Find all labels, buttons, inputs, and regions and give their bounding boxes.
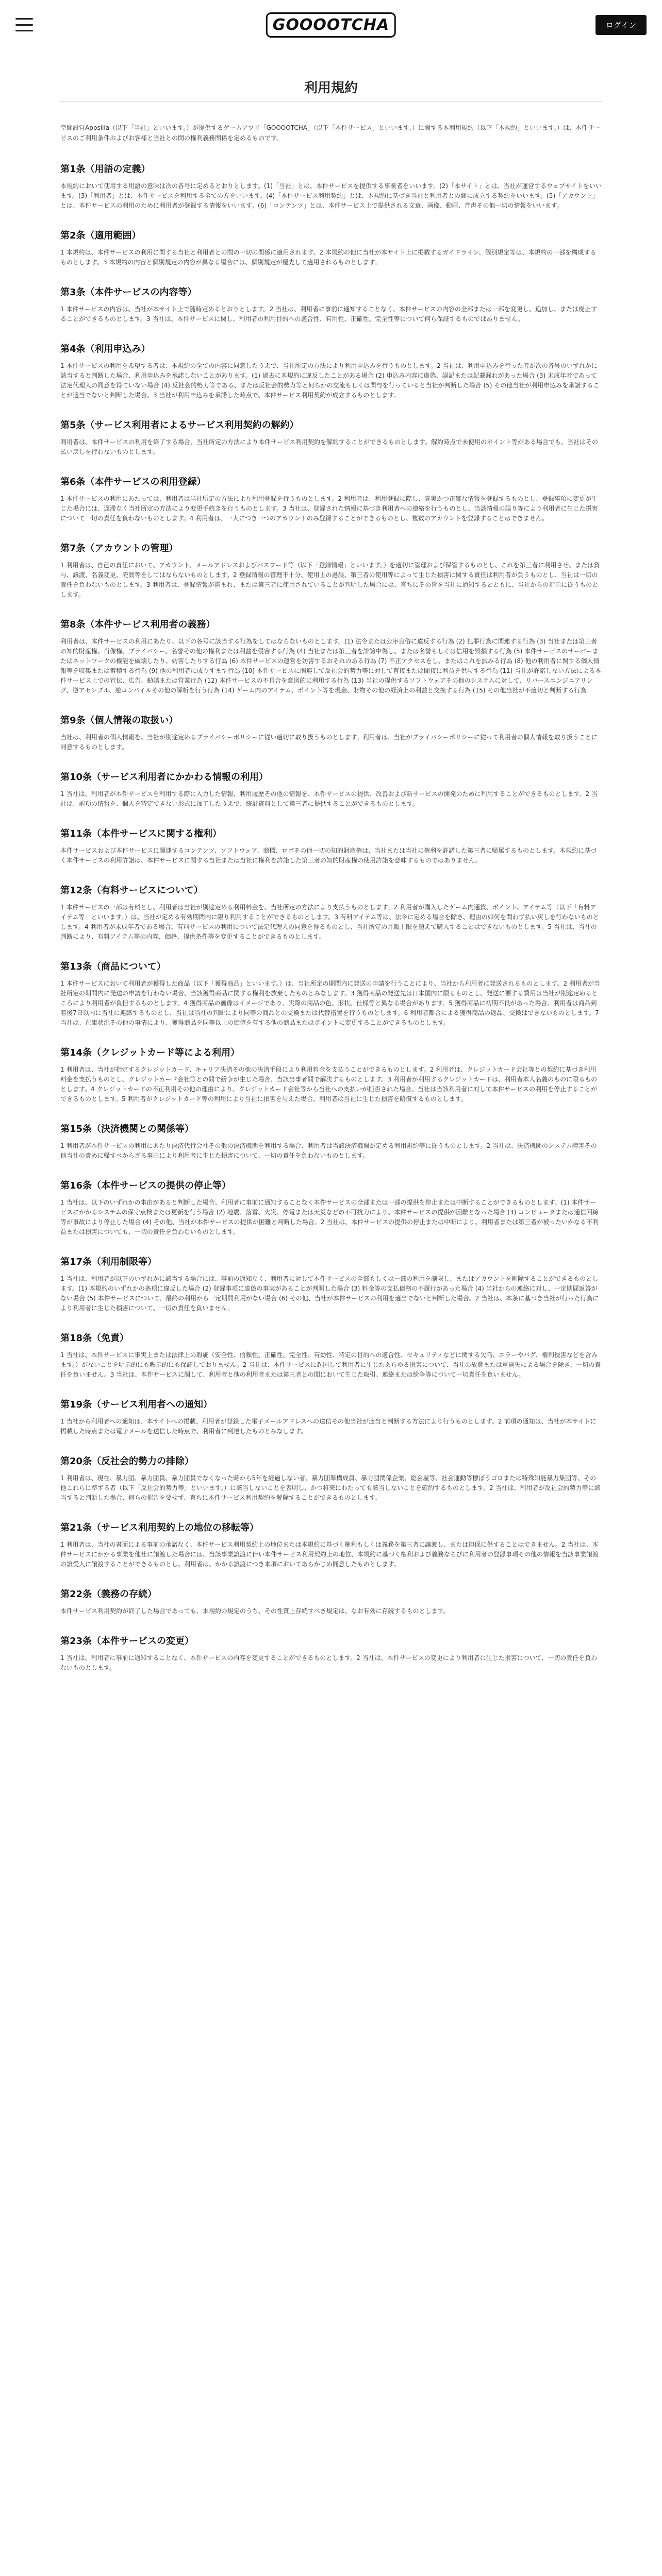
article-14: [60, 1045, 602, 1104]
article-body: 1 本件サービスの利用を希望する者は、本規約の全ての内容に同意したうえで、当社所定の方法により利用申込みを行うものとします。2 当社は、利用申込みを行った者が次の各号のいずれかに該当すると判断した場合、利用申込みを承諾しないことがあります。(1) 過去に本規約に違反したことがある場合 (2) 申込み内容に虚偽、誤記または記載漏れがあった場合 (3) 未成年者であって法定代理人の同意を得ていない場合 (4) 反社会的勢力等である、または反社会的勢力等と何らかの交流もしくは関与を行っていると当社が判断した場合 (5) その他当社が利用申込みを承諾することが適当でないと判断した場合。3 当社が利用申込みを承諾した時点で、本件サービス利用契約が成立するものとします。: [60, 362, 600, 399]
article-20: [60, 1454, 602, 1503]
article-body: 1 当社は、利用者が以下のいずれかに該当する場合には、事前の通知なく、利用者に対して本件サービスの全部もしくは一部の利用を制限し、またはアカウントを削除することができるものとします。(1) 本規約のいずれかの条項に違反した場合 (2) 登録事項に虚偽の事実があることが判明した場合 (3) 料金等の支払債務の不履行があった場合 (4) 当社からの連絡に対し、一定期間返答がない場合 (5) 本件サービスについて、最終の利用から一定期間利用がない場合 (6) その他、当社が本件サービスの利用を適当でないと判断した場合。2 当社は、本条に基づき当社が行った行為により利用者に生じた損害について、一切の責任を負いません。: [60, 1275, 599, 1312]
article-21: [60, 1520, 602, 1569]
title-divider: [60, 101, 602, 102]
article-17: [60, 1255, 602, 1313]
article-body: 1 当社は、利用者に事前に通知することなく、本件サービスの内容を変更することができるものとします。2 当社は、本件サービスの変更により利用者に生じた損害について、一切の責任を負わないものとします。: [60, 1654, 598, 1671]
article-title: 第16条（本件サービスの提供の停止等）: [60, 1180, 231, 1191]
article-7: [60, 541, 602, 600]
article-title: 第10条（サービス利用者にかかわる情報の利用）: [60, 772, 269, 783]
article-10: [60, 770, 602, 809]
article-2: [60, 228, 602, 267]
article-body: 1 利用者が本件サービスの利用にあたり決済代行会社その他の決済機関を利用する場合、利用者は当該決済機関が定める利用規約等に従うものとします。2 当社は、決済機関のシステム障害その他当社の責めに帰すべからざる事由により利用者に生じた損害について、一切の責任を負わないものとします。: [60, 1142, 597, 1159]
article-19: [60, 1397, 602, 1436]
page-title: 利用規約: [304, 80, 358, 96]
article-body: 本規約において使用する用語の意味は次の各号に定めるとおりとします。(1)「当社」とは、本件サービスを提供する事業者をいいます。(2)「本サイト」とは、当社が運営するウェブサイトをいいます。(3)「利用者」とは、本件サービスを利用する全ての方をいいます。(4)「本件サービス利用契約」とは、本規約に基づき当社と利用者との間に成立する契約をいいます。(5)「アカウント」とは、本件サービスの利用のために利用者が登録する情報をいいます。(6)「コンテンツ」とは、本件サービス上で提供される文章、画像、動画、音声その他一切の情報をいいます。: [60, 182, 602, 209]
article-title: 第22条（義務の存続）: [60, 1589, 157, 1600]
article-13: [60, 959, 602, 1028]
article-title: 第7条（アカウントの管理）: [60, 543, 178, 554]
hamburger-menu-icon[interactable]: [15, 18, 33, 31]
article-title: 第4条（利用申込み）: [60, 344, 151, 354]
article-22: [60, 1587, 602, 1616]
article-title: 第15条（決済機関との関係等）: [60, 1124, 194, 1134]
article-body: 1 利用者は、当社の書面による事前の承諾なく、本件サービス利用契約上の地位または本規約に基づく権利もしくは義務を第三者に譲渡し、または担保に供することはできません。2 当社は、本件サービスにかかる事業を他社に譲渡した場合には、当該事業譲渡に伴い本件サービス利用契約上の地位、本規約に基づく権利および義務ならびに利用者の登録事項その他の情報を当該事業譲渡の譲受人に譲渡することができるものとし、利用者は、かかる譲渡につき本項においてあらかじめ同意したものとします。: [60, 1541, 599, 1568]
article-title: 第11条（本件サービスに関する権利）: [60, 828, 222, 839]
site-header: [0, 0, 662, 49]
article-title: 第9条（個人情報の取扱い）: [60, 715, 178, 726]
article-body: 1 当社は、利用者が本件サービスを利用する際に入力した情報、利用履歴その他の情報を、本件サービスの提供、改善および新サービスの開発のために利用することができるものとします。2 当社は、前項の情報を、個人を特定できない形式に加工したうえで、統計資料として第三者に提供することができるものとします。: [60, 790, 598, 807]
article-9: [60, 713, 602, 752]
site-logo[interactable]: GOOOOTCHA: [266, 12, 396, 38]
article-body: 本件サービスおよび本件サービスに関連するコンテンツ、ソフトウェア、商標、ロゴその他一切の知的財産権は、当社または当社に権利を許諾した第三者に帰属するものとします。本規約に基づく本件サービスの利用許諾は、本件サービスに関する当社または当社に権利を許諾した第三者の知的財産権の使用許諾を意味するものではありません。: [60, 847, 597, 864]
article-23: [60, 1634, 602, 1673]
article-title: 第12条（有料サービスについて）: [60, 885, 203, 896]
article-body: 1 利用者は、当社が指定するクレジットカード、キャリア決済その他の決済手段により利用料金を支払うことができるものとします。2 利用者は、クレジットカード会社等との契約に基づき利用料金を支払うものとし、クレジットカード会社等との間で紛争が生じた場合、当該当事者間で解決するものとします。3 利用者が利用するクレジットカードは、利用者本人名義のものに限るものとします。4 クレジットカードの不正利用その他の理由により、クレジットカード会社等から当社への支払いが拒否された場合、当社は当該利用者に対して本件サービスの利用を停止することができるものとします。5 利用者がクレジットカード等の利用により当社に損害を与えた場合、利用者は当社に生じた損害を賠償するものとします。: [60, 1066, 598, 1103]
article-title: 第1条（用語の定義）: [60, 164, 151, 175]
menu-line: [15, 30, 33, 31]
article-body: 本件サービス利用契約が終了した場合であっても、本規約の規定のうち、その性質上存続すべき規定は、なお有効に存続するものとします。: [60, 1607, 450, 1615]
article-title: 第21条（サービス利用契約上の地位の移転等）: [60, 1522, 259, 1533]
article-body: 当社は、利用者の個人情報を、当社が別途定めるプライバシーポリシーに従い適切に取り扱うものとします。利用者は、当社がプライバシーポリシーに従って利用者の個人情報を取り扱うことに同意するものとします。: [60, 734, 598, 751]
article-body: 1 当社から利用者への通知は、本サイトへの掲載、利用者が登録した電子メールアドレスへの送信その他当社が適当と判断する方法により行うものとします。2 前項の通知は、当社が本サイトに掲載した時点または電子メールを送信した時点で、利用者に到達したものとみなします。: [60, 1418, 597, 1435]
article-title: 第14条（クレジットカード等による利用）: [60, 1047, 240, 1058]
article-body: 1 本件サービスの一部は有料とし、利用者は当社が別途定める利用料金を、当社所定の方法により支払うものとします。2 利用者が購入したゲーム内通貨、ポイント、アイテム等（以下「有料アイテム等」といいます。）は、当社が定める有効期間内に限り利用することができるものとします。3 有料アイテム等は、法令に定める場合を除き、理由の如何を問わず払い戻しを行わないものとします。4 利用者が未成年者である場合、有料サービスの利用について法定代理人の同意を得るものとし、当社所定の月額上限を超えて購入することはできないものとします。5 当社は、当社の判断により、有料アイテム等の内容、価格、提供条件等を変更することができるものとします。: [60, 904, 599, 940]
article-8: [60, 617, 602, 696]
article-4: [60, 342, 602, 400]
article-title: 第13条（商品について）: [60, 961, 166, 972]
article-18: [60, 1331, 602, 1380]
article-body: 1 本件サービスにおいて利用者が獲得した商品（以下「獲得商品」といいます。）は、当社所定の期間内に発送の申請を行うことにより、当社から利用者に発送されるものとします。2 利用者が当社所定の期間内に発送の申請を行わない場合、当該獲得商品に関する権利を放棄したものとみなします。3 獲得商品の発送先は日本国内に限るものとし、発送に要する費用は当社が別途定めるところにより利用者が負担するものとします。4 獲得商品の画像はイメージであり、実際の商品の色、形状、仕様等と異なる場合があります。5 獲得商品に初期不良があった場合、利用者は商品到着後7日以内に当社に連絡するものとし、当社は当社の判断により同等の商品との交換または代替措置を行うものとします。6 利用者都合による獲得商品の返品、交換はできないものとします。7 当社は、在庫状況その他の事情により、獲得商品を同等以上の価値を有する他の商品またはポイントに変更することができるものとします。: [60, 980, 600, 1026]
article-body: 1 本規約は、本件サービスの利用に関する当社と利用者との間の一切の関係に適用されます。2 本規約の他に当社が本サイト上に掲載するガイドライン、個別規定等は、本規約の一部を構成するものとします。3 本規約の内容と個別規定の内容が異なる場合には、個別規定が優先して適用されるものとします。: [60, 249, 597, 266]
article-5: [60, 418, 602, 457]
article-3: [60, 285, 602, 324]
terms-intro: 空間設営Appsiiia（以下「当社」といいます。）が提供するゲームアプリ「GOOOOTCHA」（以下「本件サービス」といいます。）に関する本利用規約（以下「本規約」といいます。）は、本件サービスのご利用条件およびお客様と当社との間の権利義務関係を定めるものです。: [60, 124, 601, 142]
article-body: 1 利用者は、現在、暴力団、暴力団員、暴力団員でなくなった時から5年を経過しない者、暴力団準構成員、暴力団関係企業、総会屋等、社会運動等標ぼうゴロまたは特殊知能暴力集団等、その他これらに準ずる者（以下「反社会的勢力等」といいます。）に該当しないことを表明し、かつ将来にわたっても該当しないことを確約するものとします。2 当社は、利用者が反社会的勢力等に該当すると判断した場合、何らの催告を要せず、直ちに本件サービス利用契約を解除することができるものとします。: [60, 1475, 601, 1501]
article-body: 1 当社は、本件サービスに事実上または法律上の瑕疵（安全性、信頼性、正確性、完全性、有効性、特定の目的への適合性、セキュリティなどに関する欠陥、エラーやバグ、権利侵害などを含みます。）がないことを明示的にも黙示的にも保証しておりません。2 当社は、本件サービスに起因して利用者に生じたあらゆる損害について、当社の故意または重過失による場合を除き、一切の責任を負いません。3 当社は、本件サービスに関して、利用者と他の利用者または第三者との間において生じた取引、連絡または紛争等について一切責任を負いません。: [60, 1351, 601, 1378]
terms-content: [60, 77, 602, 2576]
article-title: 第18条（免責）: [60, 1333, 129, 1344]
article-body: 利用者は、本件サービスの利用にあたり、以下の各号に該当する行為をしてはならないものとします。(1) 法令または公序良俗に違反する行為 (2) 犯罪行為に関連する行為 (3) 当社または第三者の知的財産権、肖像権、プライバシー、名誉その他の権利または利益を侵害する行為 (4) 当社または第三者を誹謗中傷し、または名誉もしくは信用を毀損する行為 (5) 本件サービスのサーバーまたはネットワークの機能を破壊したり、妨害したりする行為 (6) 本件サービスの運営を妨害するおそれのある行為 (7) 不正アクセスをし、またはこれを試みる行為 (8) 他の利用者に関する個人情報等を収集または蓄積する行為 (9) 他の利用者に成りすます行為 (10) 本件サービスに関連して反社会的勢力等に対して直接または間接に利益を供与する行為 (11) 当社が許諾しない方法による本件サービス上での宣伝、広告、勧誘または営業行為 (12) 本件サービスの不具合を意図的に利用する行為 (13) 当社の提供するソフトウェアその他のシステムに対して、リバースエンジニアリング、逆アセンブル、逆コンパイルその他の解析を行う行為 (14) ゲーム内のアイテム、ポイント等を現金、財物その他の経済上の利益と交換する行為 (15) その他当社が不適切と判断する行為: [60, 638, 602, 694]
article-title: 第23条（本件サービスの変更）: [60, 1636, 194, 1647]
article-12: [60, 883, 602, 942]
menu-line: [15, 18, 33, 20]
menu-line: [15, 24, 33, 26]
article-title: 第2条（適用範囲）: [60, 230, 141, 241]
article-body: 1 利用者は、自己の責任において、アカウント、メールアドレスおよびパスワード等（以下「登録情報」といいます。）を適切に管理および保管するものとし、これを第三者に利用させ、または貸与、譲渡、名義変更、売買等をしてはならないものとします。2 登録情報の管理不十分、使用上の過誤、第三者の使用等によって生じた損害に関する責任は利用者が負うものとし、当社は一切の責任を負わないものとします。3 利用者は、登録情報が盗まれ、または第三者に使用されていることが判明した場合には、直ちにその旨を当社に通知するとともに、当社からの指示に従うものとします。: [60, 562, 600, 598]
article-body: 利用者は、本件サービスの利用を終了する場合、当社所定の方法により本件サービス利用契約を解約することができるものとします。解約時点で未使用のポイント等がある場合でも、当社はその払い戻しを行わないものとします。: [60, 438, 599, 455]
article-title: 第19条（サービス利用者への通知）: [60, 1399, 213, 1410]
article-title: 第3条（本件サービスの内容等）: [60, 287, 197, 298]
article-title: 第8条（本件サービス利用者の義務）: [60, 619, 216, 630]
article-15: [60, 1122, 602, 1161]
article-6: [60, 474, 602, 523]
article-body: 1 本件サービスの内容は、当社が本サイト上で随時定めるとおりとします。2 当社は、利用者に事前に通知することなく、本件サービスの内容の全部または一部を変更し、追加し、または廃止することができるものとします。3 当社は、本件サービスに関し、利用者の利用目的への適合性、有用性、正確性、完全性等について何ら保証するものではありません。: [60, 306, 597, 323]
article-16: [60, 1178, 602, 1237]
article-title: 第6条（本件サービスの利用登録）: [60, 477, 206, 487]
article-title: 第17条（利用制限等）: [60, 1257, 157, 1267]
article-title: 第5条（サービス利用者によるサービス利用契約の解約）: [60, 420, 299, 431]
article-11: [60, 826, 602, 866]
article-body: 1 当社は、以下のいずれかの事由があると判断した場合、利用者に事前に通知することなく本件サービスの全部または一部の提供を停止または中断することができるものとします。(1) 本件サービスにかかるシステムの保守点検または更新を行う場合 (2) 地震、落雷、火災、停電または天災などの不可抗力により、本件サービスの提供が困難となった場合 (3) コンピュータまたは通信回線等が事故により停止した場合 (4) その他、当社が本件サービスの提供が困難と判断した場合。2 当社は、本件サービスの提供の停止または中断により、利用者または第三者が被ったいかなる不利益または損害についても、一切の責任を負わないものとします。: [60, 1199, 599, 1235]
article-1: [60, 162, 602, 211]
article-title: 第20条（反社会的勢力の排除）: [60, 1456, 194, 1467]
article-body: 1 本件サービスの利用にあたっては、利用者は当社所定の方法により利用登録を行うものとします。2 利用者は、利用登録に際し、真実かつ正確な情報を登録するものとし、登録事項に変更が生じた場合には、遅滞なく当社所定の方法により変更手続きを行うものとします。3 当社は、登録された情報に基づき利用者への連絡を行うものとし、当該情報の誤り等により利用者に生じた損害について一切の責任を負わないものとします。4 利用者は、一人につき一つのアカウントのみ登録することができるものとし、複数のアカウントを登録することはできません。: [60, 495, 598, 522]
login-button[interactable]: ログイン: [595, 15, 647, 35]
